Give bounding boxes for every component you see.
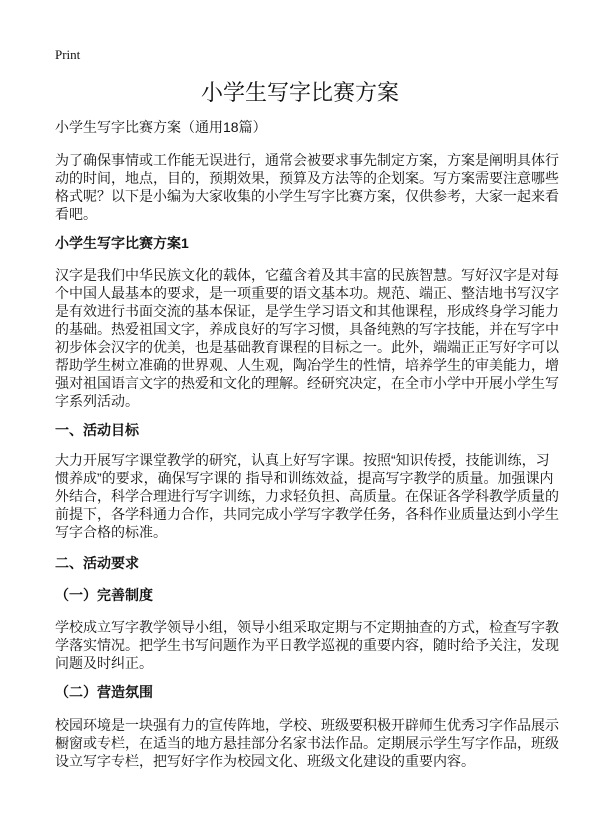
requirement-2-paragraph — [55, 716, 559, 770]
text-line: 学落实情况。把学生书写问题作为平日教学巡视的重要内容，随时给予关注，发现 — [55, 637, 559, 653]
goal-paragraph — [55, 451, 559, 541]
text-line: 学校成立写字教学领导小组，领导小组采取定期与不定期抽查的方式，检查写字教 — [55, 619, 559, 635]
text-line: 外结合，科学合理进行写字训练，力求轻负担、高质量。在保证各学科教学质量的 — [55, 488, 559, 504]
text-line: 看吧。 — [55, 206, 97, 222]
text-line: 为了确保事情或工作能无误进行，通常会被要求事先制定方案，方案是阐明具体行 — [55, 152, 559, 168]
requirement-2-heading: （二）营造氛围 — [55, 684, 153, 700]
page-title: 小学生写字比赛方案 — [200, 80, 399, 105]
text-line: 惯养成”的要求，确保写字课的 指导和训练效益，提高写字教学的质量。加强课内 — [55, 470, 554, 486]
section-heading: 小学生写字比赛方案1 — [55, 235, 189, 251]
text-line: 校园环境是一块强有力的宣传阵地，学校、班级要积极开辟师生优秀习字作品展示 — [55, 717, 559, 733]
text-line: 问题及时纠正。 — [55, 655, 153, 671]
text-line: 动的时间，地点，目的，预期效果，预算及方法等的企划案。写方案需要注意哪些 — [55, 170, 559, 186]
print-link[interactable]: Print — [55, 47, 81, 62]
intro-paragraph — [55, 151, 559, 223]
requirements-heading: 二、活动要求 — [55, 555, 139, 571]
text-line: 的基础。热爱祖国文字，养成良好的写字习惯，具备纯熟的写字技能，并在写字中 — [55, 321, 559, 337]
text-line: 个中国人最基本的要求，是一项重要的语文基本功。规范、端正、整洁地书写汉字 — [55, 285, 559, 301]
text-line: 写字合格的标准。 — [55, 524, 167, 540]
text-line: 橱窗或专栏，在适当的地方悬挂部分名家书法作品。定期展示学生写字作品，班级 — [55, 735, 559, 751]
section-paragraph — [55, 266, 559, 410]
requirement-1-heading: （一）完善制度 — [55, 587, 153, 603]
text-line: 初步体会汉字的优美，也是基础教育课程的目标之一。此外，端端正正写好字可以 — [55, 339, 559, 355]
text-line: 强对祖国语言文字的热爱和文化的理解。经研究决定，在全市小学中开展小学生写 — [55, 375, 559, 391]
text-line: 前提下，各学科通力合作，共同完成小学写字教学任务，各科作业质量达到小学生 — [55, 506, 559, 522]
goal-heading: 一、活动目标 — [55, 422, 139, 438]
requirement-1-paragraph — [55, 618, 559, 672]
text-line: 汉字是我们中华民族文化的载体，它蕴含着及其丰富的民族智慧。写好汉字是对每 — [55, 267, 559, 283]
text-line: 帮助学生树立准确的世界观、人生观，陶冶学生的性情，培养学生的审美能力，增 — [55, 357, 559, 373]
subtitle: 小学生写字比赛方案（通用18篇） — [55, 119, 267, 135]
text-line: 是有效进行书面交流的基本保证，是学生学习语文和其他课程，形成终身学习能力 — [55, 303, 559, 319]
text-line: 大力开展写字课堂教学的研究，认真上好写字课。按照“知识传授，技能训练，习 — [55, 452, 550, 468]
text-line: 字系列活动。 — [55, 393, 139, 409]
text-line: 格式呢？以下是小编为大家收集的小学生写字比赛方案，仅供参考，大家一起来看 — [55, 188, 559, 204]
text-line: 设立写字专栏，把写好字作为校园文化、班级文化建设的重要内容。 — [55, 753, 475, 769]
